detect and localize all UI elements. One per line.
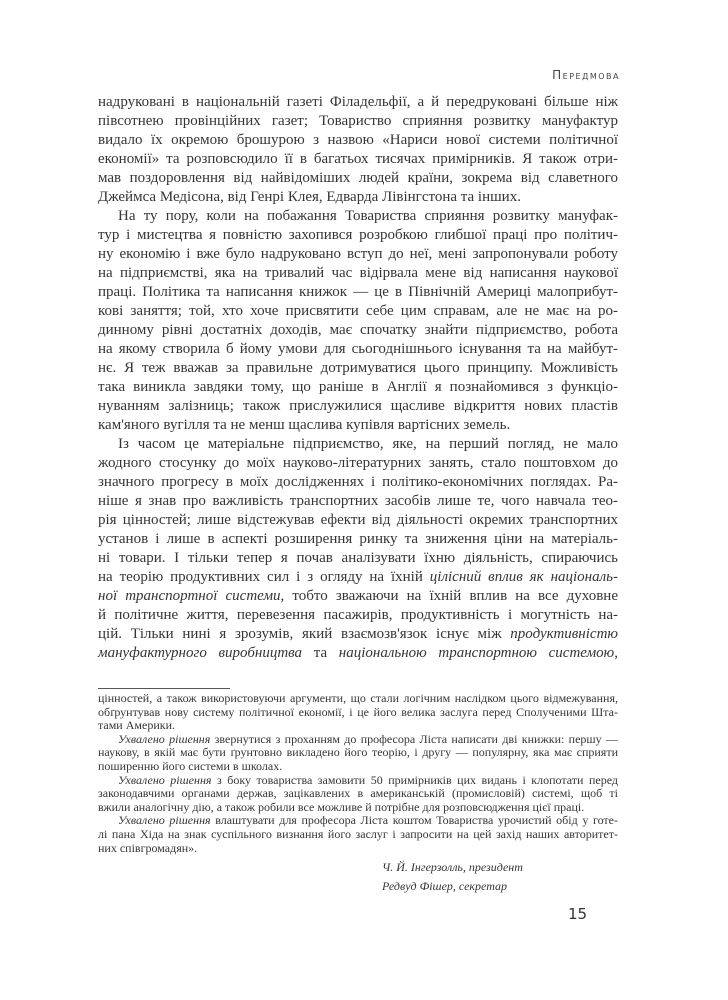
text-span: На ту пору, коли на побажання Товариства сприяння розвитку мануфак- (118, 208, 618, 224)
text-span: вжили аналогічну дію, а також робили все можливе й потрібне для розповсюдження цієї праці. (98, 799, 585, 814)
text-span: цінностей, а також використовуючи аргументи, що стали логічним наслідком цього відмежування, (98, 691, 618, 705)
text-span: тур і мистецтва я повністю захопився розробкою глибшої праці про політич- (98, 227, 618, 243)
footnote-line (98, 746, 618, 760)
text-span: така виникла завдяки тому, що раніше в Англії я познайомився з функціо- (98, 379, 618, 395)
text-span: кам'яного вугілля та не менш щаслива купівля вартісних земель. (98, 417, 511, 433)
text-span: Із часом це матеріальне підприємство, яке, на перший погляд, не мало (118, 436, 618, 452)
signatures (382, 858, 523, 896)
italic-text: Ухвалено рішення (118, 813, 211, 828)
text-line (98, 169, 618, 188)
text-span: рія цінностей; лише відстежував ефекти від діяльності окремих транспортних (98, 512, 618, 528)
footnote-line (98, 774, 618, 788)
footnote-line (98, 719, 618, 733)
text-span: жодного стосунку до моїх науково-літературних занять, стало поштовхом до (98, 455, 618, 471)
text-span: видало їх окремою брошурою з назвою «Нариси нової системи політичної (98, 132, 618, 148)
text-line (98, 511, 618, 530)
text-line (98, 188, 618, 207)
text-span: тами Америки. (98, 718, 175, 733)
italic-text: цілісний вплив як національ- (429, 569, 618, 585)
text-line (98, 93, 618, 112)
text-span: праці. Політика та написання книжок — це в Північній Америці малоприбут- (98, 284, 618, 300)
text-line (98, 416, 618, 435)
text-span: наукову, в якій має бути ґрунтовно викладено його теорію, і другу — популярну, яка має сприяти (98, 745, 618, 760)
text-line (98, 150, 618, 169)
text-line (98, 321, 618, 340)
text-line (98, 644, 618, 663)
footnote (98, 692, 618, 855)
footnote-line (98, 733, 618, 747)
text-line (98, 112, 618, 131)
text-line (98, 378, 618, 397)
text-span: на якому створила б йому умови для сьогоднішнього існування та на майбут- (98, 341, 618, 357)
text-span: нє. Я теж вважав за правильне дотримуватися цього принципу. Можливість (98, 360, 618, 376)
text-span: установ і лише в аспекті розширення ринку та зниження ціни на матеріаль- (98, 531, 618, 547)
text-line (98, 435, 618, 454)
text-span: динному рівні достатніх доходів, має спочатку знайти підприємство, робота (98, 322, 618, 338)
footnote-line (98, 842, 618, 856)
text-span: цій. Тільки нині я зрозумів, який взаємозв'язок існує між (98, 626, 511, 642)
main-text (98, 93, 618, 663)
text-line (98, 340, 618, 359)
footnote-line (98, 787, 618, 801)
text-span: мав поздоровлення від найвідоміших людей країни, зокрема від славетного (98, 170, 618, 186)
text-line (98, 530, 618, 549)
text-line (98, 226, 618, 245)
italic-text: національною транспортною системою (338, 645, 615, 661)
signature-president: Ч. Й. Інгерзолль, президент (382, 860, 523, 874)
italic-text: продуктивністю (510, 626, 618, 642)
footnote-line (98, 760, 618, 774)
running-header: Передмова (552, 68, 620, 82)
text-span: надруковані в національній газеті Філадельфії, а й передруковані більше ніж (98, 94, 618, 110)
text-span: влаштувати для професора Ліста коштом Товариства урочистий обід у готе- (210, 813, 618, 828)
page-number: 15 (568, 905, 588, 923)
text-span: значного прогресу в моїх дослідженнях і політико-економічних поглядах. Ра- (98, 474, 618, 490)
text-span: звернутися з проханням до професора Ліста написати дві книжки: першу — (210, 731, 618, 746)
text-line (98, 264, 618, 283)
footnote-line (98, 692, 618, 706)
text-span: ніше я знав про важливість транспортних засобів лише те, чого навчала тео- (98, 493, 618, 509)
text-line (98, 397, 618, 416)
italic-text: мануфактурного виробництва (98, 645, 303, 661)
text-line (98, 359, 618, 378)
text-span: нуванням залізниць; також прислужилися щасливе відкриття нових пластів (98, 398, 618, 414)
text-line (98, 587, 618, 606)
text-span: Джеймса Медісона, від Генрі Клея, Едварда Лівінгстона та інших. (98, 189, 521, 205)
text-line (98, 454, 618, 473)
footnote-line (98, 706, 618, 720)
footnote-line (98, 801, 618, 815)
text-span: на підприємстві, яка на тривалий час відірвала мене від написання наукової (98, 265, 618, 281)
text-span: на теорію продуктивних сил і з огляду на їхній (98, 569, 430, 585)
italic-text: Ухвалено рішення (118, 772, 212, 787)
footnote-line (98, 814, 618, 828)
text-span: , (614, 645, 618, 661)
text-line (98, 207, 618, 226)
text-span: й політичне життя, перевезення пасажирів, продуктивність і могутність на- (98, 607, 618, 623)
text-line (98, 606, 618, 625)
text-line (98, 625, 618, 644)
footnote-line (98, 828, 618, 842)
text-span: поширенню його системи в школах. (98, 758, 283, 773)
text-line (98, 549, 618, 568)
signature-secretary: Редвуд Фішер, секретар (382, 879, 508, 893)
text-line (98, 492, 618, 511)
text-span: них співгромадян». (98, 840, 198, 855)
text-span: з боку товариства замовити 50 примірників цих видань і клопотати перед (211, 772, 618, 787)
text-span: та (302, 645, 339, 661)
footnote-separator (98, 688, 230, 689)
text-span: ні товари. І тільки тепер я почав аналізувати їхню діяльність, спираючись (98, 550, 618, 566)
text-span: економії» та розповсюдило її в багатьох тисячах примірників. Я також отри- (98, 151, 618, 167)
text-line (98, 245, 618, 264)
italic-text: Ухвалено рішення (118, 731, 211, 746)
text-span: обґрунтував нову систему політичної економії, і це його велика заслуга перед Сполученими Шта- (98, 704, 618, 719)
text-span: лі пана Хіда на знак суспільного визнання його заслуг і запросити на цей захід наших авторитет- (98, 826, 618, 841)
text-line (98, 283, 618, 302)
text-span: ну економію і вже було надруковано вступ до неї, мені запропонували роботу (98, 246, 618, 262)
text-line (98, 473, 618, 492)
text-span: , тобто зважаючи на їхній вплив на все духовне (280, 588, 618, 604)
text-span: законодавчими органами держав, зацікавлених в американській (промисловій) системі, щоб ті (98, 786, 618, 801)
italic-text: ної транспортної системи (98, 588, 281, 604)
text-line (98, 302, 618, 321)
text-span: півсотнею провінційних газет; Товариство сприяння розвитку мануфактур (98, 113, 618, 129)
text-span: кові заняття; той, хто хоче присвятити себе цим справам, але не має на ро- (98, 303, 618, 319)
text-line (98, 568, 618, 587)
text-line (98, 131, 618, 150)
